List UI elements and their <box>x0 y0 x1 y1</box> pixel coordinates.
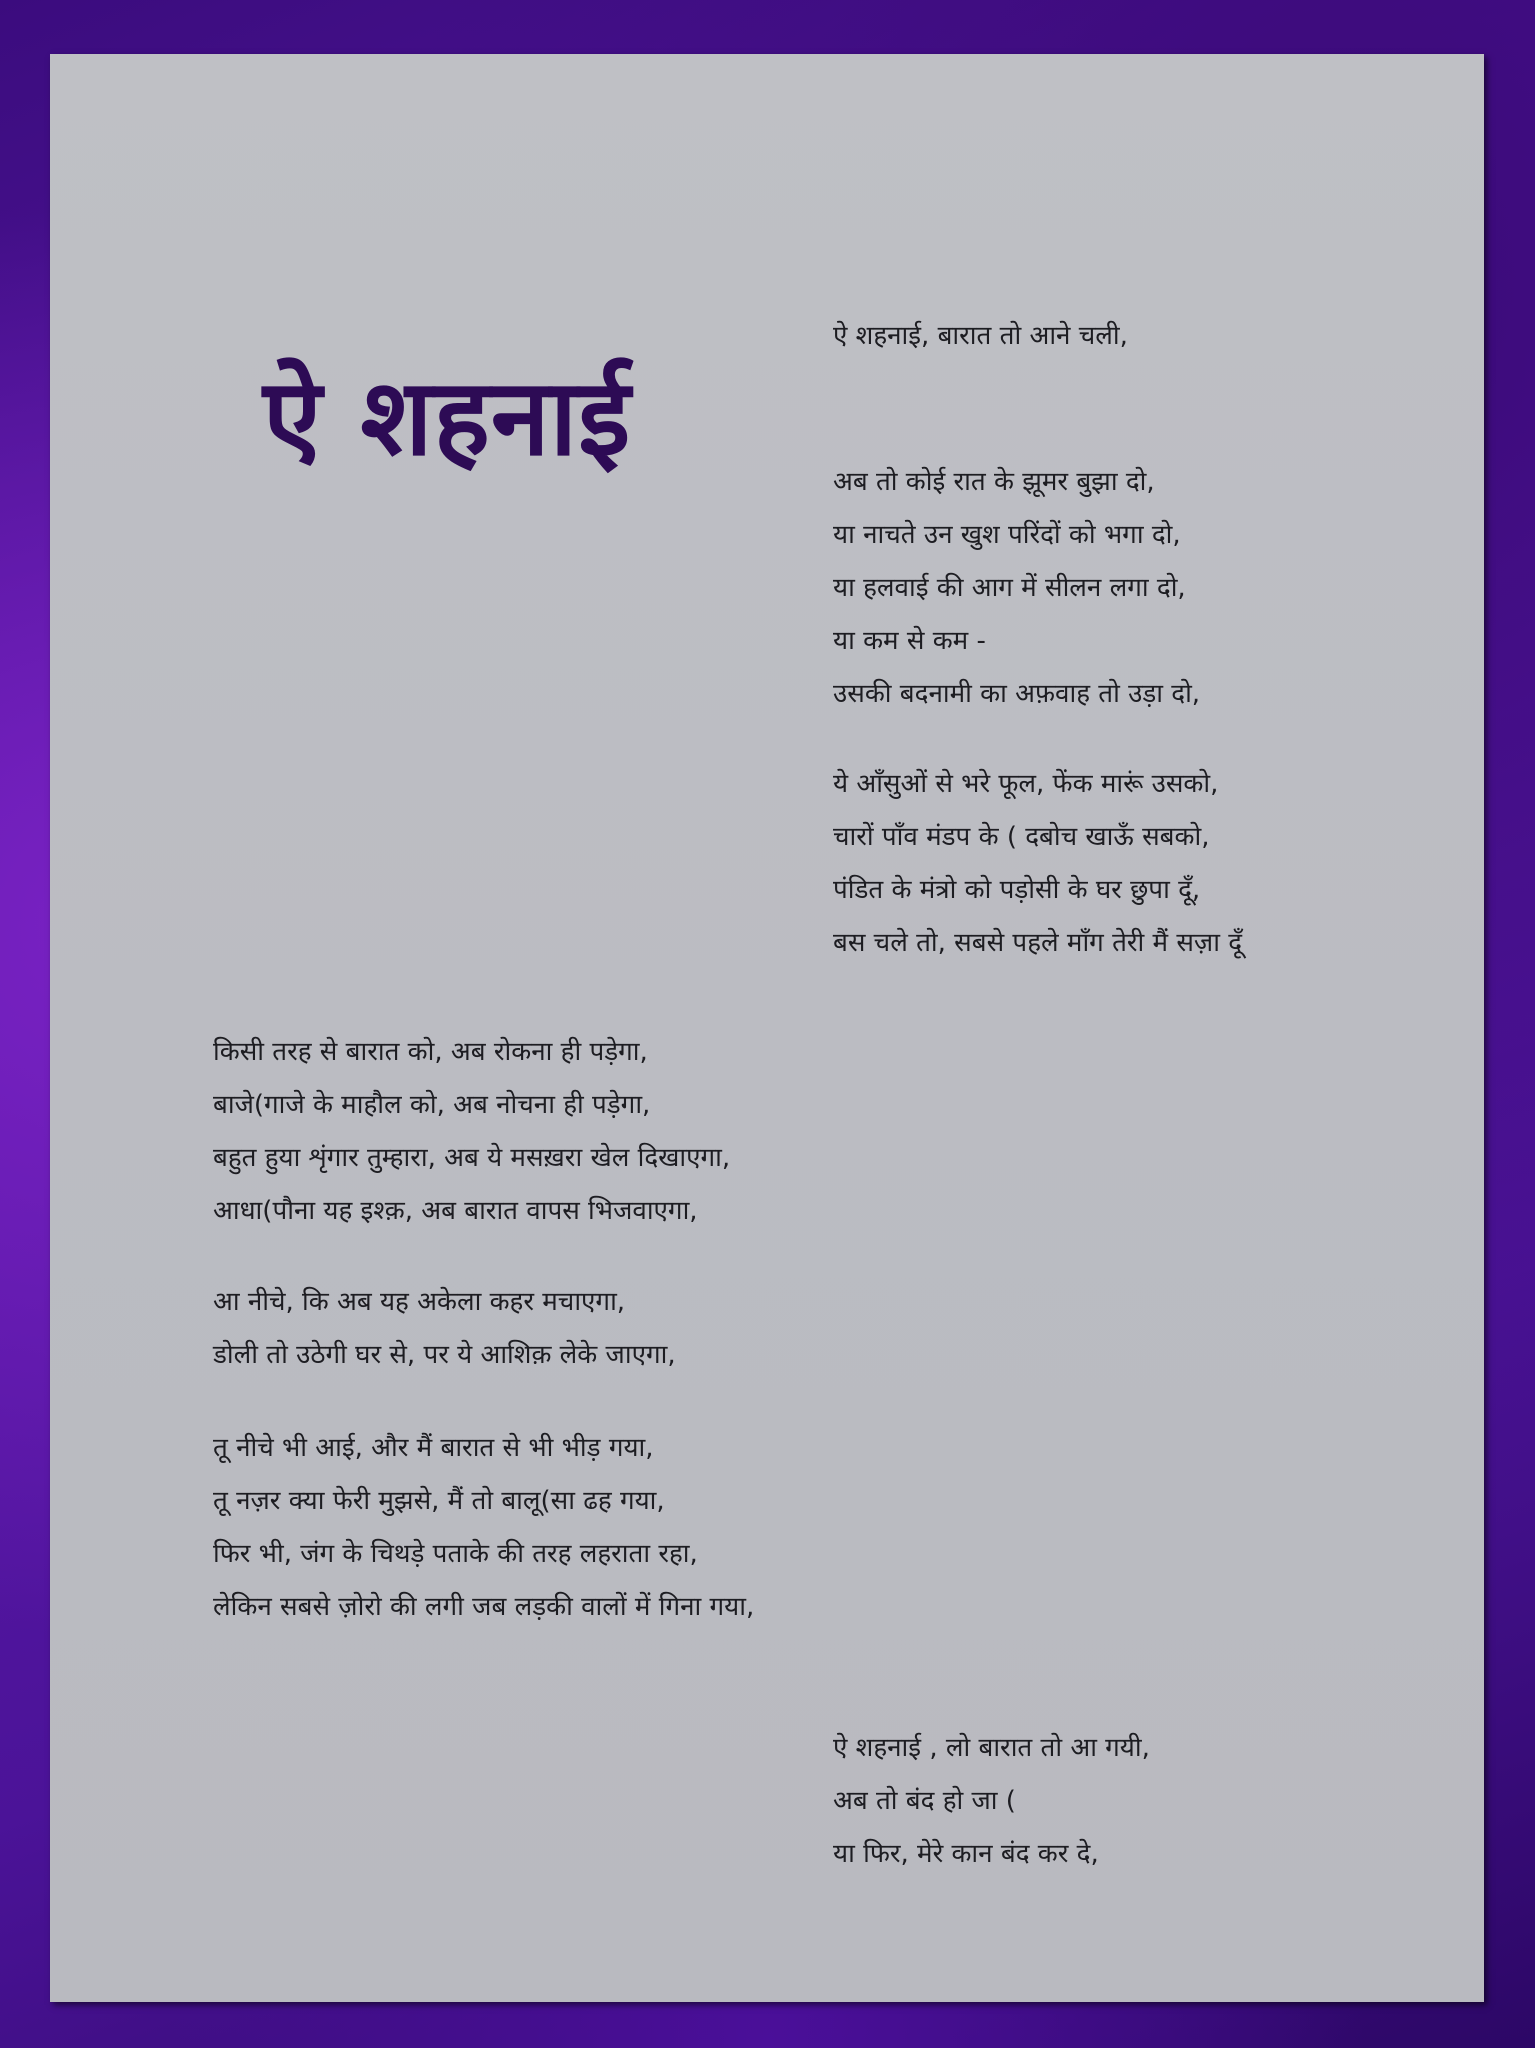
poem-title: ऐ शहनाई <box>263 356 632 479</box>
poem-line: तू नज़र क्या फेरी मुझसे, मैं तो बालू(सा ढह गया, <box>213 1486 665 1516</box>
poem-line: पंडित के मंत्रो को पड़ोसी के घर छुपा दूँ, <box>833 875 1201 905</box>
poem-line: तू नीचे भी आई, और मैं बारात से भी भीड़ गया, <box>213 1433 654 1463</box>
poem-line: ऐ शहनाई , लो बारात तो आ गयी, <box>833 1733 1150 1763</box>
poem-line: बस चले तो, सबसे पहले माँग तेरी मैं सज़ा दूँ <box>833 928 1243 958</box>
poem-line: चारों पाँव मंडप के ( दबोच खाऊँ सबको, <box>833 822 1210 852</box>
stanza-4 <box>213 1026 730 1238</box>
poem-line: अब तो कोई रात के झूमर बुझा दो, <box>833 467 1155 497</box>
poem-line: आ नीचे, कि अब यह अकेला कहर मचाएगा, <box>213 1287 626 1317</box>
poem-page <box>50 54 1484 2002</box>
poem-line: या फिर, मेरे कान बंद कर दे, <box>833 1839 1099 1869</box>
poem-line: अब तो बंद हो जा ( <box>833 1786 1016 1816</box>
stanza-6 <box>213 1422 754 1634</box>
stanza-5 <box>213 1276 676 1382</box>
stanza-7 <box>833 1722 1150 1881</box>
stanza-1 <box>833 310 1128 363</box>
stanza-2 <box>833 456 1200 721</box>
stanza-3 <box>833 758 1242 970</box>
poem-line: बहुत हुया शृंगार तुम्हारा, अब ये मसख़रा खेल दिखाएगा, <box>213 1143 731 1173</box>
poem-line: फिर भी, जंग के चिथड़े पताके की तरह लहराता रहा, <box>213 1539 698 1569</box>
poem-line: आधा(पौना यह इश्क़, अब बारात वापस भिजवाएगा, <box>213 1196 698 1226</box>
poem-line: ऐ शहनाई, बारात तो आने चली, <box>833 321 1128 351</box>
poem-line: डोली तो उठेगी घर से, पर ये आशिक़ लेके जाएगा, <box>213 1340 676 1370</box>
poem-line: किसी तरह से बारात को, अब रोकना ही पड़ेगा, <box>213 1037 648 1067</box>
poem-line: या कम से कम - <box>833 626 986 656</box>
poem-line: ये आँसुओं से भरे फूल, फेंक मारूं उसको, <box>833 769 1219 799</box>
poem-line: या हलवाई की आग में सीलन लगा दो, <box>833 573 1186 603</box>
poem-line: उसकी बदनामी का अफ़वाह तो उड़ा दो, <box>833 679 1201 709</box>
poem-line: लेकिन सबसे ज़ोरो की लगी जब लड़की वालों में गिना गया, <box>213 1592 755 1622</box>
poem-line: बाजे(गाजे के माहौल को, अब नोचना ही पड़ेगा, <box>213 1090 651 1120</box>
poem-line: या नाचते उन खुश परिंदों को भगा दो, <box>833 520 1181 550</box>
